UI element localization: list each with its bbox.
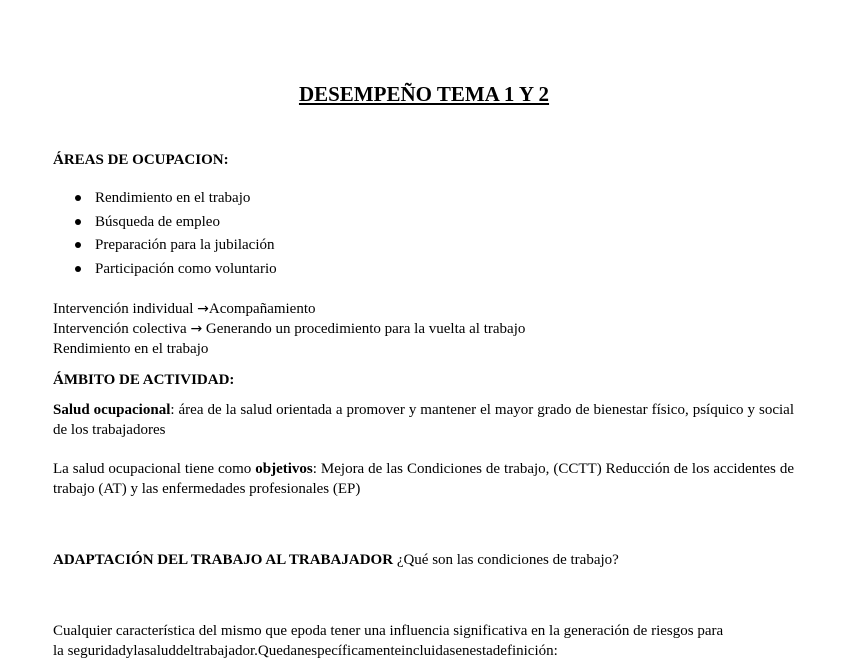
adaptation-line — [53, 550, 619, 570]
intervention-collective-label: Intervención colectiva — [53, 321, 191, 337]
arrow-right-icon: → — [197, 301, 209, 317]
intervention-individual-label: Intervención individual — [53, 301, 198, 317]
objectives-paragraph — [53, 459, 794, 499]
occupational-health-paragraph — [53, 400, 794, 440]
intervention-individual-value: Acompañamiento — [208, 301, 316, 317]
arrow-right-icon: → — [190, 321, 203, 337]
list-item: Rendimiento en el trabajo — [53, 187, 277, 211]
occupational-health-term: Salud ocupacional — [53, 402, 171, 418]
performance-line: Rendimiento en el trabajo — [53, 341, 209, 357]
areas-heading: ÁREAS DE OCUPACION: — [53, 152, 229, 168]
intervention-collective-line — [53, 319, 525, 339]
list-item: Búsqueda de empleo — [53, 211, 277, 235]
objectives-term: objetivos — [255, 461, 313, 477]
scope-heading: ÁMBITO DE ACTIVIDAD: — [53, 372, 235, 388]
adaptation-heading: ADAPTACIÓN DEL TRABAJO AL TRABAJADOR — [53, 552, 394, 568]
objectives-text: : Mejora de las Condiciones de trabajo, (CCTT) Reducción de los accidentes de trabajo (AT) y las enfermedades profesionales (EP) — [53, 461, 794, 497]
intervention-individual-line — [53, 299, 316, 319]
definition-line-2: la seguridadylasaluddeltrabajador.Quedanespecíficamenteincluidasenestadefinición: — [53, 643, 558, 659]
areas-list — [53, 187, 277, 281]
list-item: Participación como voluntario — [53, 258, 277, 282]
list-item: Preparación para la jubilación — [53, 234, 277, 258]
adaptation-question: ¿Qué son las condiciones de trabajo? — [393, 552, 619, 568]
objectives-prefix: La salud ocupacional tiene como — [53, 461, 256, 477]
occupational-health-text: : área de la salud orientada a promover y mantener el mayor grado de bienestar físico, psíquico y social de los trabajadores — [53, 402, 794, 438]
intervention-collective-value: Generando un procedimiento para la vuelta al trabajo — [202, 321, 526, 337]
definition-line-1: Cualquier característica del mismo que epoda tener una influencia significativa en la generación de riesgos para — [53, 623, 724, 639]
page-title: DESEMPEÑO TEMA 1 Y 2 — [298, 82, 550, 106]
